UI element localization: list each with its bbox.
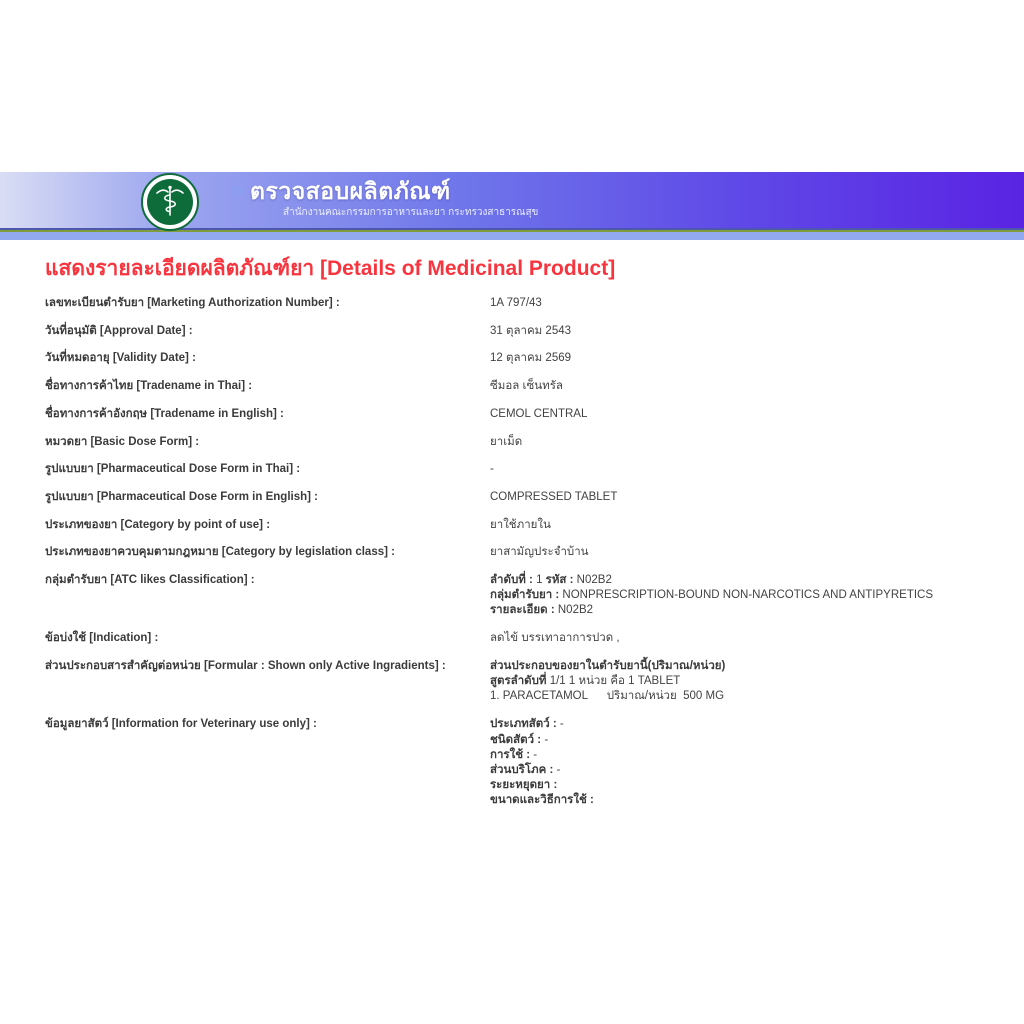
detail-row bbox=[45, 462, 995, 477]
field-label: ประเภทของยา [Category by point of use] : bbox=[45, 518, 271, 531]
product-details-panel bbox=[45, 255, 995, 821]
header-banner bbox=[0, 172, 1024, 240]
detail-row bbox=[45, 545, 995, 560]
header-title-block bbox=[231, 178, 538, 219]
caduceus-icon bbox=[154, 184, 186, 220]
app-subtitle: สำนักงานคณะกรรมการอาหารและยา กระทรวงสาธารณสุข bbox=[283, 207, 539, 218]
field-value: - bbox=[490, 463, 494, 476]
detail-row bbox=[45, 296, 995, 311]
detail-row bbox=[45, 490, 995, 505]
detail-row bbox=[45, 435, 995, 450]
detail-row bbox=[45, 324, 995, 339]
app-title: ตรวจสอบผลิตภัณฑ์ bbox=[250, 178, 451, 204]
field-label: ชื่อทางการค้าอังกฤษ [Tradename in English] : bbox=[45, 407, 284, 420]
field-label: ข้อมูลยาสัตว์ [Information for Veterinary use only] : bbox=[45, 718, 317, 731]
field-label: วันที่หมดอายุ [Validity Date] : bbox=[45, 352, 196, 365]
detail-row bbox=[45, 573, 995, 619]
field-label: ชื่อทางการค้าไทย [Tradename in Thai] : bbox=[45, 380, 253, 393]
field-value: 31 ตุลาคม 2543 bbox=[490, 324, 572, 337]
title-bullet-icon bbox=[231, 185, 243, 197]
field-label: เลขทะเบียนตำรับยา [Marketing Authorization Number] : bbox=[45, 297, 340, 309]
field-value: ยาสามัญประจำบ้าน bbox=[490, 546, 589, 559]
field-label: วันที่อนุมัติ [Approval Date] : bbox=[45, 324, 193, 337]
field-label: ข้อบ่งใช้ [Indication] : bbox=[45, 632, 159, 645]
field-label: หมวดยา [Basic Dose Form] : bbox=[45, 435, 200, 448]
detail-row bbox=[45, 379, 995, 394]
detail-row bbox=[45, 659, 995, 705]
detail-row bbox=[45, 631, 995, 646]
field-value: COMPRESSED TABLET bbox=[490, 490, 618, 503]
field-value: 12 ตุลาคม 2569 bbox=[490, 352, 572, 365]
field-value: ยาใช้ภายใน bbox=[490, 518, 551, 531]
details-rows bbox=[45, 296, 995, 809]
detail-row bbox=[45, 407, 995, 422]
page-title: แสดงรายละเอียดผลิตภัณฑ์ยา [Details of Medicinal Product] bbox=[45, 257, 616, 280]
field-label: กลุ่มตำรับยา [ATC likes Classification] : bbox=[45, 574, 255, 587]
field-label: ประเภทของยาควบคุมตามกฎหมาย [Category by legislation class] : bbox=[45, 546, 395, 559]
field-value: ประเภทสัตว์ : - ชนิดสัตว์ : - การใช้ : - ส่วนบริโภค : - ระยะหยุดยา : ขนาดและวิธีการใช้ : bbox=[490, 718, 594, 807]
field-value: ส่วนประกอบของยาในตำรับยานี้(ปริมาณ/หน่วย) สูตรลำดับที่ 1/1 1 หน่วย คือ 1 TABLET 1. PARACETAMOL ปริมาณ/หน่วย 500 MG bbox=[490, 659, 726, 703]
ministry-seal-icon bbox=[147, 179, 193, 225]
detail-row bbox=[45, 717, 995, 808]
field-value: ยาเม็ด bbox=[490, 435, 523, 448]
field-label: ส่วนประกอบสารสำคัญต่อหน่วย [Formular : Shown only Active Ingradients] : bbox=[45, 659, 446, 672]
field-value: ซีมอล เซ็นทรัล bbox=[490, 380, 563, 393]
field-label: รูปแบบยา [Pharmaceutical Dose Form in Thai] : bbox=[45, 463, 301, 476]
field-value: 1A 797/43 bbox=[490, 297, 542, 309]
ministry-of-public-health-logo bbox=[141, 173, 199, 231]
detail-row bbox=[45, 351, 995, 366]
field-label: รูปแบบยา [Pharmaceutical Dose Form in English] : bbox=[45, 490, 318, 503]
field-value: CEMOL CENTRAL bbox=[490, 407, 588, 420]
detail-row bbox=[45, 518, 995, 533]
header-strip-light bbox=[0, 232, 1024, 240]
header-gradient-bar bbox=[0, 172, 1024, 228]
field-value: ลำดับที่ : 1 รหัส : N02B2 กลุ่มตำรับยา : NONPRESCRIPTION-BOUND NON-NARCOTICS AND ANTIPYRETICS รายละเอียด : N02B2 bbox=[490, 574, 934, 617]
field-value: ลดไข้ บรรเทาอาการปวด , bbox=[490, 632, 620, 645]
